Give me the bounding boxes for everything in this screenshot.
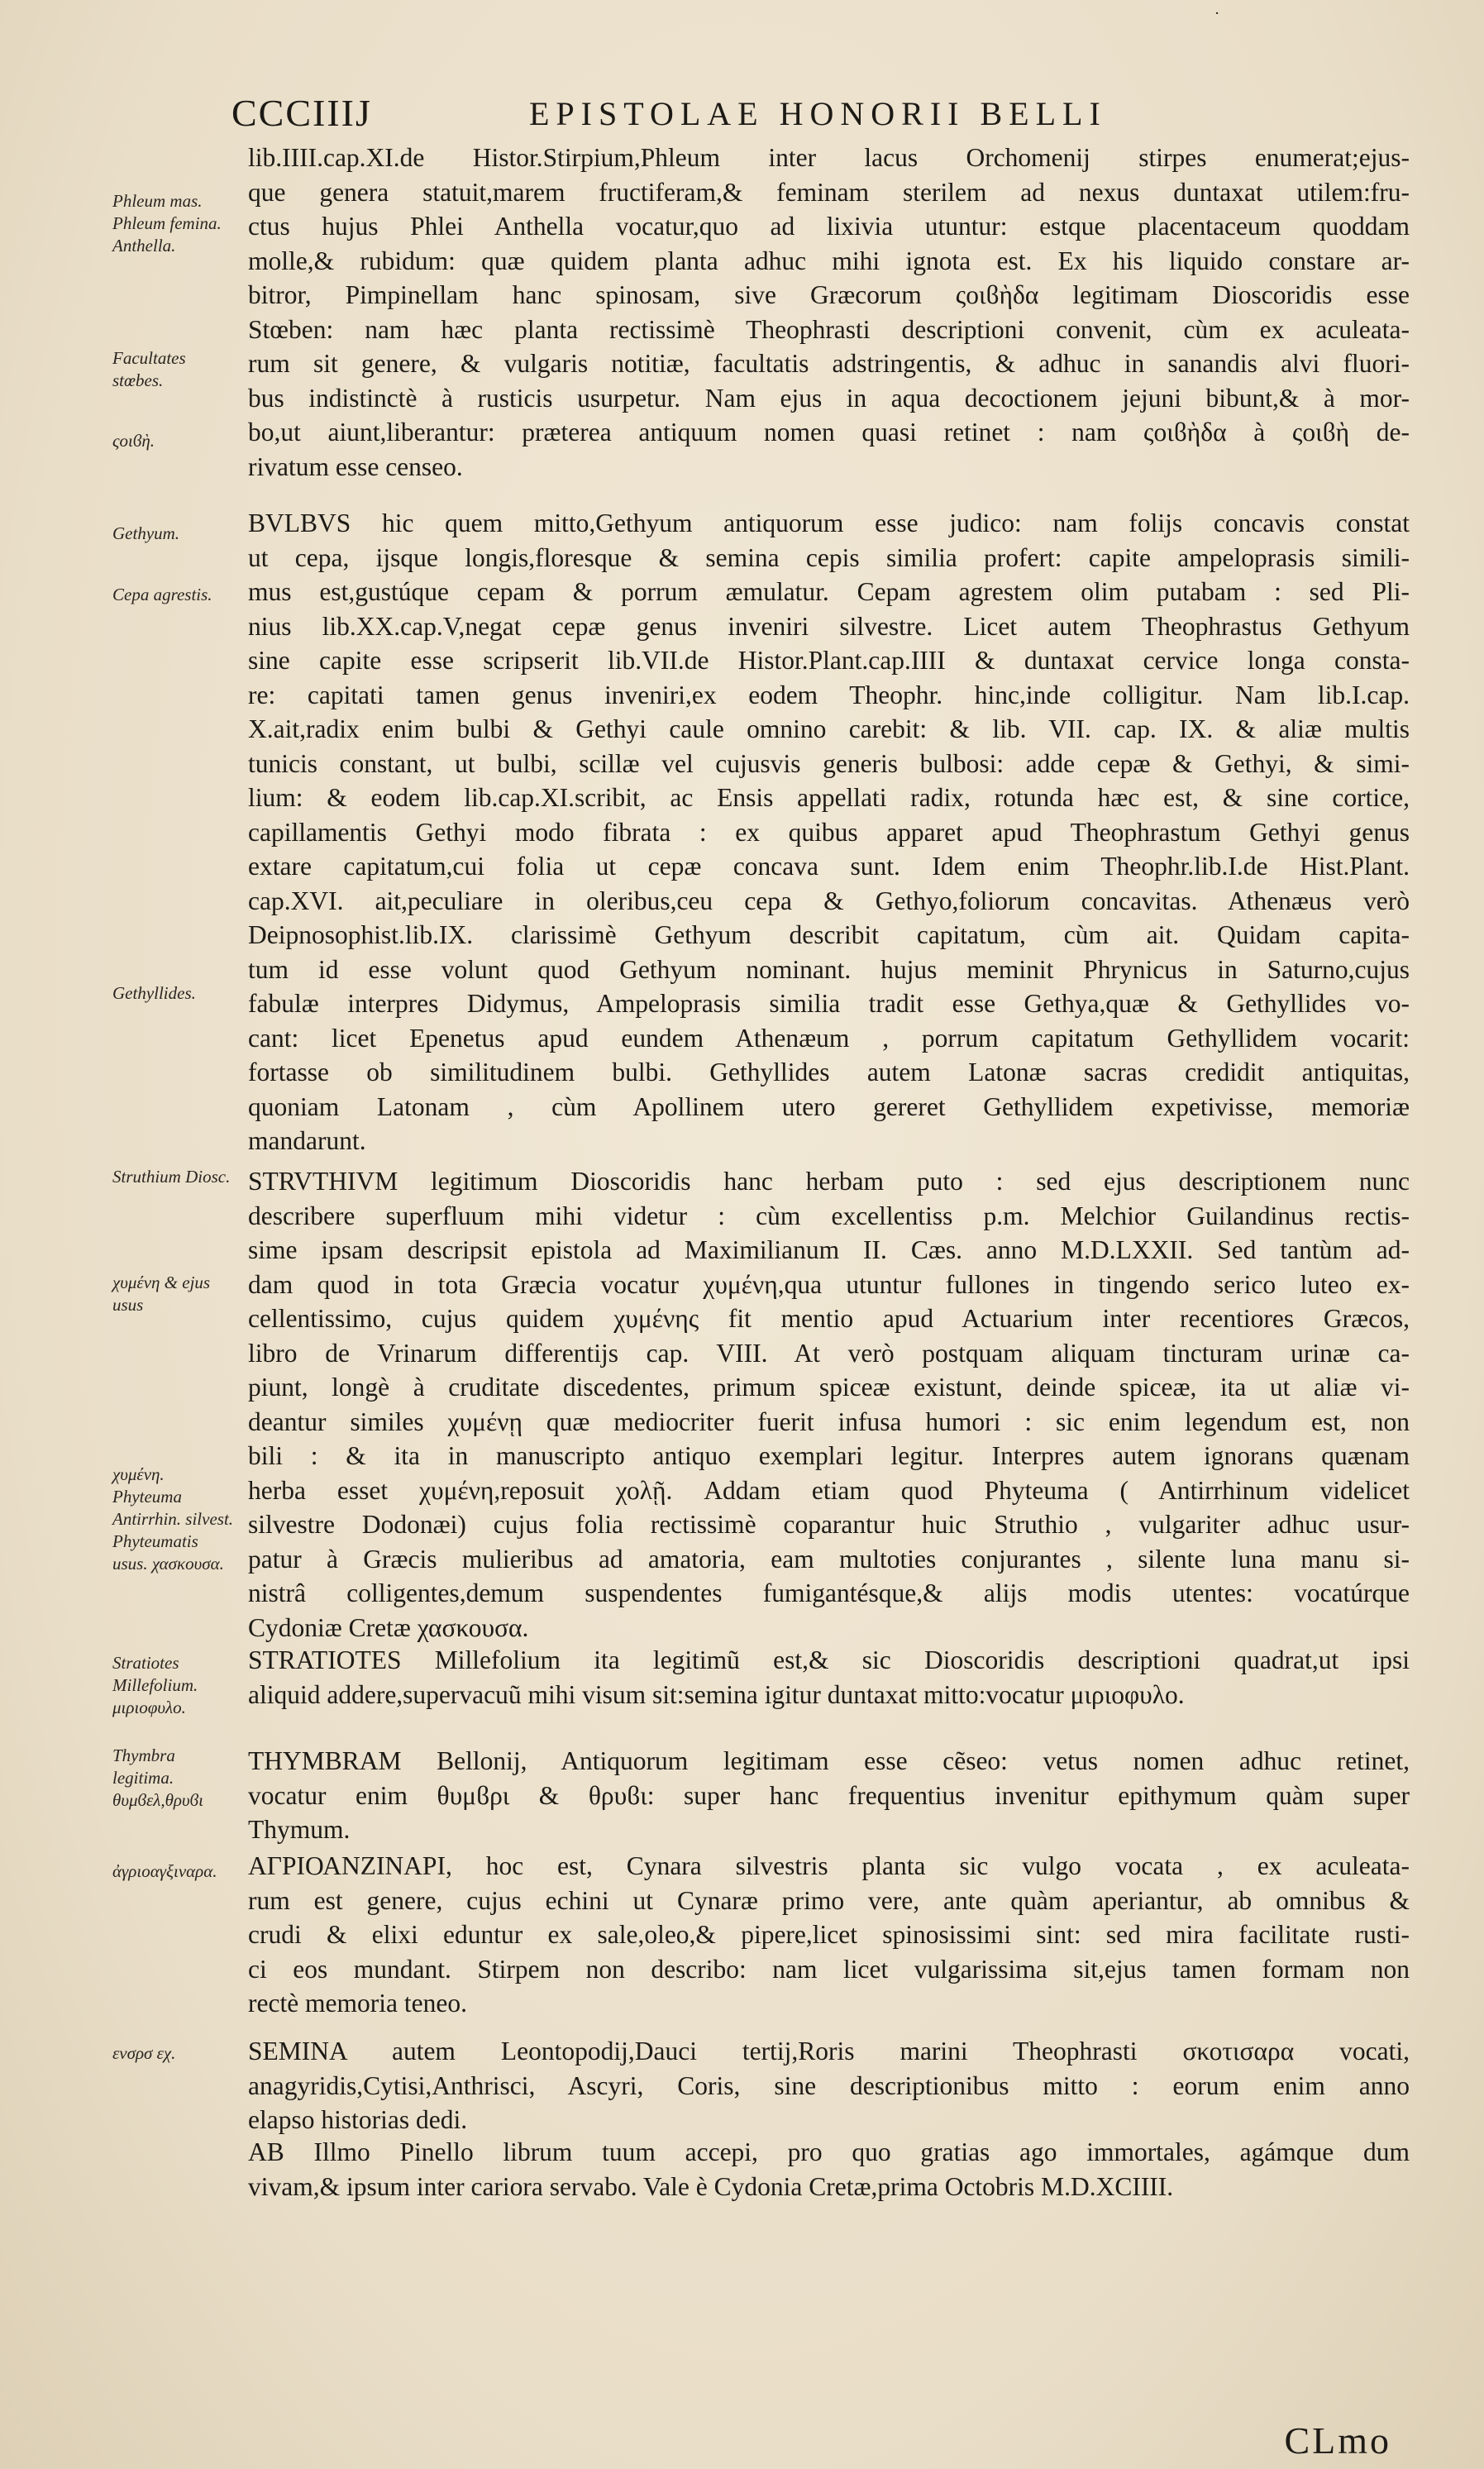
text-line: capillamentis Gethyi modo fibrata : ex quibus apparet apud Theophrastum Gethyi genus [248, 817, 1410, 847]
text-line: ΑΓΡΙΟΑΝΖΙΝΑΡΙ, hoc est, Cynara silvestris planta sic vulgo vocata , ex aculeata- [248, 1851, 1410, 1880]
page-header [231, 91, 1405, 141]
text-line: mandarunt. [248, 1126, 366, 1155]
text-line: tunicis constant, ut bulbi, scillæ vel cujusvis generis bulbosi: adde cepæ & Gethyi, & simi- [248, 748, 1410, 778]
text-line: molle,& rubidum: quæ quidem planta adhuc mihi ignota est. Ex his liquido constare ar- [248, 246, 1410, 275]
text-line: mus est,gustúque cepam & porrum æmulatur. Cepam agrestem olim putabam : sed Pli- [248, 577, 1410, 606]
text-line: describere superfluum mihi videtur : cùm excellentiss p.m. Melchior Guilandinus rectis- [248, 1201, 1410, 1230]
text-line: patur à Græcis mulieribus ad amatoria, eam multoties conjurantes , silente luna manu si- [248, 1544, 1410, 1574]
text-line: nistrâ colligentes,demum suspendentes fumigantésque,& alijs modis utentes: vocatúrque [248, 1578, 1410, 1607]
margin-note: Gethyllides. [112, 983, 196, 1003]
margin-note: Phleum mas. Phleum femina. Anthella. [112, 191, 222, 255]
margin-note: Gethyum. [112, 523, 180, 543]
text-line: bus indistinctè à rusticis usurpetur. Nam ejus in aqua decoctionem jejuni bibunt,& à mor- [248, 383, 1410, 413]
text-line: bo,ut aiunt,liberantur: præterea antiquum nomen quasi retinet : nam ςοιϐὴδα à ςοιϐὴ de- [248, 418, 1410, 447]
text-line: que genera statuit,marem fructiferam,& feminam sterilem ad nexus duntaxat utilem:fru- [248, 177, 1410, 207]
text-line: tum id esse volunt quod Gethyum nominant. hujus meminit Phrynicus in Saturno,cujus [248, 954, 1410, 984]
text-line: crudi & elixi eduntur ex sale,oleo,& pipere,licet spinosissimi sint: sed mira facilitate rusti- [248, 1920, 1410, 1949]
text-line: anagyridis,Cytisi,Anthrisci, Ascyri, Coris, sine descriptionibus mitto : eorum enim anno [248, 2070, 1410, 2100]
text-line: quoniam Latonam , cùm Apollinem utero gereret Gethyllidem expetivisse, memoriæ [248, 1091, 1410, 1121]
text-line: bili : & ita in manuscripto antiquo exemplari legitur. Interpres autem ignorans quænam [248, 1441, 1410, 1470]
text-line: SEMINA autem Leontopodij,Dauci tertij,Roris marini Theophrasti σκοτισαρα vocati, [248, 2037, 1410, 2065]
text-line: extare capitatum,cui folia ut cepæ concava sunt. Idem enim Theophr.lib.I.de Hist.Plant. [248, 852, 1410, 881]
margin-note: χυμένη. Phyteuma Antirrhin. silvest. Phyteumatis usus. χασκουσα. [112, 1464, 234, 1574]
text-line: lib.IIII.cap.XI.de Histor.Stirpium,Phleum inter lacus Orchomenij stirpes enumerat;ejus- [248, 143, 1410, 172]
text-line: THYMBRAM Bellonij, Antiquorum legitimam esse cẽseo: vetus nomen adhuc retinet, [248, 1746, 1410, 1775]
margin-note: Stratiotes Millefolium. μιριοφυλο. [112, 1653, 198, 1717]
text-line: ut cepa, ijsque longis,floresque & semina cepis similia profert: capite ampeloprasis simili- [248, 542, 1410, 572]
paragraph [248, 141, 1410, 484]
text-line: sine capite esse scripserit lib.VII.de Histor.Plant.cap.IIII & duntaxat cervice longa consta- [248, 646, 1410, 675]
text-line: rum sit genere, & vulgaris notitiæ, facultatis adstringentis, & adhuc in sanandis alvi fluori- [248, 349, 1410, 378]
text-line: Cydoniæ Cretæ χασκουσα. [248, 1612, 529, 1642]
text-line: cant: licet Epenetus apud eundem Athenæum , porrum capitatum Gethyllidem vocarit: [248, 1023, 1410, 1053]
text-line: re: capitati tamen genus inveniri,ex eodem Theophr. hinc,inde colligitur. Nam lib.I.cap. [248, 680, 1410, 709]
margin-note: Struthium Diosc. [112, 1167, 231, 1187]
text-line: fortasse ob similitudinem bulbi. Gethyllides autem Latonæ sacras credidit antiquitas, [248, 1058, 1410, 1086]
paragraph [248, 2135, 1410, 2204]
text-line: vivam,& ipsum inter cariora servabo. Vale è Cydonia Cretæ,prima Octobris M.D.XCIIII. [248, 2171, 1174, 2201]
margin-note: Cepa agrestis. [112, 585, 212, 604]
text-line: aliquid addere,supervacuũ mihi visum sit:semina igitur duntaxat mitto:vocatur μιριοφυλο. [248, 1679, 1185, 1709]
running-title: EPISTOLAE HONORII BELLI [529, 95, 1107, 132]
folio-number: CCCIIIJ [231, 92, 372, 134]
text-line: cellentissimo, cujus quidem χυμένης fit mentio apud Actuarium inter recentiores Græcos, [248, 1304, 1410, 1333]
margin-note: χυμένη & ejus usus [112, 1273, 211, 1315]
margin-note: ςοιϐὴ. [112, 431, 155, 451]
text-line: X.ait,radix enim bulbi & Gethyi caule omnino carebit: & lib. VII. cap. IX. & aliæ multis [248, 714, 1410, 743]
text-line: bitror, Pimpinellam hanc spinosam, sive Græcorum ςοιϐὴδα legitimam Dioscoridis esse [248, 280, 1410, 309]
text-line: STRATIOTES Millefolium ita legitimũ est,& sic Dioscoridis descriptioni quadrat,ut ipsi [248, 1645, 1410, 1674]
text-line: rectè memoria teneo. [248, 1989, 467, 2018]
text-line: ci eos mundant. Stirpem non describo: nam licet vulgarissima sit,ejus tamen formam non [248, 1954, 1410, 1984]
paragraph [248, 1643, 1410, 1712]
text-line: fabulæ interpres Didymus, Ampeloprasis similia tradit esse Gethya,quæ & Gethyllides vo- [248, 989, 1410, 1018]
text-line: ctus hujus Phlei Anthella vocatur,quo ad lixivia utuntur: estque placentaceum quoddam [248, 212, 1410, 241]
paragraph [248, 1744, 1410, 1847]
text-line: STRVTHIVM legitimum Dioscoridis hanc herbam puto : sed ejus descriptionem nunc [248, 1167, 1410, 1196]
text-line: Deipnosophist.lib.IX. clarissimè Gethyum describit capitatum, cùm ait. Quidam capita- [248, 920, 1410, 949]
text-line: AB Illmo Pinello librum tuum accepi, pro quo gratias ago immortales, agámque dum [248, 2137, 1410, 2166]
margin-note: ενσρσ εχ. [112, 2043, 176, 2063]
text-line: deantur similes χυμένῃ quæ mediocriter fuerit infusa humori : sic enim legendum est, non [248, 1406, 1410, 1436]
margin-note: ἀγριοαγξιναρα. [112, 1861, 217, 1881]
text-line: Stœben: nam hæc planta rectissimè Theophrasti descriptioni convenit, cùm ex aculeata- [248, 314, 1410, 344]
text-line: rivatum esse censeo. [248, 451, 463, 481]
ink-speck: · [1214, 5, 1219, 22]
paragraph [248, 506, 1410, 1158]
text-line: cap.XVI. ait,peculiare in oleribus,ceu cepa & Gethyo,foliorum concavitas. Athenæus verò [248, 886, 1410, 915]
text-line: lium: & eodem lib.cap.XI.scribit, ac Ensis appellati radix, rotunda hæc est, & sine cortice, [248, 783, 1410, 812]
margin-note: Facultates stœbes. [112, 348, 186, 390]
text-line: vocatur enim θυμϐρι & θρυϐι: super hanc frequentius invenitur epithymum quàm super [248, 1780, 1410, 1810]
text-line: piunt, longè à cruditate discedentes, primum spiceæ existunt, deinde spiceæ, ita ut aliæ vi- [248, 1373, 1410, 1402]
text-line: BVLBVS hic quem mitto,Gethyum antiquorum esse judico: nam folijs concavis constat [248, 509, 1410, 537]
text-line: sime ipsam descripsit epistola ad Maximilianum II. Cæs. anno M.D.LXXII. Sed tantùm ad- [248, 1235, 1410, 1264]
text-line: dam quod in tota Græcia vocatur χυμένη,qua utuntur fullones in tingendo serico luteo ex- [248, 1269, 1410, 1299]
text-line: silvestre Dodonæi) cujus folia rectissimè coparantur huic Struthio , vulgariter adhuc usur- [248, 1510, 1410, 1539]
text-line: nius lib.XX.cap.V,negat cepæ genus inveniri silvestre. Licet autem Theophrastus Gethyum [248, 611, 1410, 641]
margin-note: Thymbra legitima. θυμϐελ,θρυϐι [112, 1745, 203, 1810]
text-line: rum est genere, cujus echini ut Cynaræ primo vere, ante quàm aperiantur, ab omnibus & [248, 1885, 1410, 1915]
text-line: herba esset χυμένη,reposuit χολῇ. Addam etiam quod Phyteuma ( Antirrhinum videlicet [248, 1475, 1410, 1505]
text-line: Thymum. [248, 1815, 351, 1844]
catchword: CLmo [1284, 2419, 1391, 2462]
text-line: elapso historias dedi. [248, 2105, 468, 2134]
paragraph [248, 2034, 1410, 2137]
paragraph [248, 1849, 1410, 2021]
paragraph [248, 1164, 1410, 1645]
text-line: libro de Vrinarum differentijs cap. VIII. At verò postquam aliquam tincturam urinæ ca- [248, 1338, 1410, 1368]
